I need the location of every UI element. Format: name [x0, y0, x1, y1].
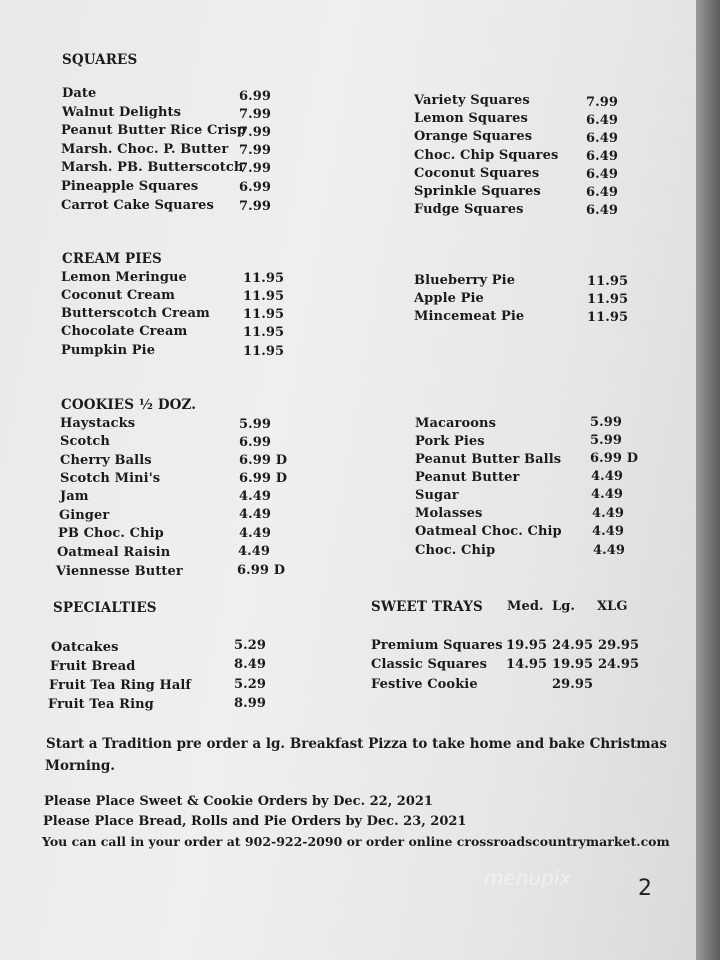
watermark: menupix	[484, 866, 572, 890]
menu-item-name: Choc. Chip	[415, 543, 496, 558]
menu-item-price: 4.49	[592, 506, 625, 521]
menu-item-name: Fruit Tea Ring	[48, 697, 154, 712]
menu-item-price: 6.99 D	[237, 563, 286, 578]
menu-item-name: Oatmeal Raisin	[57, 545, 171, 560]
menu-item-price: 7.99	[239, 107, 272, 122]
menu-item-price: 11.95	[243, 344, 285, 359]
menu-item-price: 4.49	[239, 526, 272, 541]
tray-price: 24.95	[552, 638, 594, 653]
menu-item-price: 4.49	[593, 543, 626, 558]
menu-item-price: 6.99 D	[239, 453, 288, 468]
column-header: Med.	[507, 599, 544, 614]
menu-item-price: 5.29	[234, 638, 267, 653]
menu-item-price: 11.95	[243, 271, 285, 286]
cookies-heading: COOKIES ½ DOZ.	[61, 397, 197, 413]
menu-item-name: Peanut Butter	[415, 470, 520, 485]
menu-item-price: 6.49	[586, 149, 619, 164]
page-number: 2	[638, 876, 652, 901]
sweet-order-deadline: Please Place Sweet & Cookie Orders by Dec. 22, 2021	[44, 794, 433, 809]
menu-item-price: 4.49	[591, 469, 624, 484]
menu-item-name: Chocolate Cream	[61, 324, 188, 339]
menu-item-name: Coconut Squares	[414, 166, 540, 181]
menu-item-name: Peanut Butter Balls	[415, 452, 562, 467]
menu-item-price: 7.99	[586, 95, 619, 110]
menu-item-name: Haystacks	[60, 416, 136, 431]
menu-item-price: 6.99 D	[590, 451, 639, 466]
menu-item-name: Oatcakes	[51, 640, 119, 655]
breakfast-pizza-note-line1: Start a Tradition pre order a lg. Breakfast Pizza to take home and bake Christmas	[46, 736, 667, 752]
menu-item-price: 4.49	[239, 507, 272, 522]
menu-item-price: 7.99	[239, 143, 272, 158]
sweet-trays-heading: SWEET TRAYS	[371, 599, 483, 615]
menu-item-name: Peanut Butter Rice Crisp	[61, 123, 247, 138]
column-header: Lg.	[552, 599, 576, 614]
menu-item-name: Pork Pies	[415, 434, 485, 449]
menu-item-name: Fudge Squares	[414, 202, 524, 217]
menu-item-price: 4.49	[591, 487, 624, 502]
menu-item-price: 7.99	[239, 161, 272, 176]
menu-item-name: Orange Squares	[414, 129, 533, 144]
menu-item-price: 5.99	[239, 417, 272, 432]
menu-item-price: 5.99	[590, 433, 623, 448]
bread-order-deadline: Please Place Bread, Rolls and Pie Orders by Dec. 23, 2021	[43, 814, 467, 829]
menu-item-name: Marsh. PB. Butterscotch	[61, 160, 244, 175]
cream-pies-heading: CREAM PIES	[62, 251, 162, 267]
menu-item-price: 6.99	[239, 89, 272, 104]
menu-item-price: 11.95	[587, 274, 629, 289]
menu-item-price: 6.49	[586, 113, 619, 128]
menu-item-price: 8.99	[234, 696, 267, 711]
menu-item-name: Lemon Meringue	[61, 270, 187, 285]
tray-name: Festive Cookie	[371, 677, 478, 692]
menu-item-price: 8.49	[234, 657, 267, 672]
menu-item-name: Lemon Squares	[414, 111, 528, 126]
tray-price: 19.95	[506, 638, 548, 653]
menu-item-name: Viennesse Butter	[56, 564, 183, 579]
menu-item-name: Butterscotch Cream	[61, 306, 210, 321]
menu-item-name: Carrot Cake Squares	[61, 198, 214, 213]
menu-item-name: Molasses	[415, 506, 483, 521]
menu-item-name: Choc. Chip Squares	[414, 148, 559, 163]
menu-item-price: 11.95	[243, 325, 285, 340]
menu-item-price: 7.99	[239, 199, 272, 214]
menu-item-name: Mincemeat Pie	[414, 309, 525, 324]
squares-heading: SQUARES	[62, 52, 138, 68]
menu-item-price: 6.49	[586, 203, 619, 218]
menu-item-name: Blueberry Pie	[414, 273, 516, 288]
tray-price: 29.95	[552, 677, 594, 692]
menu-item-name: Scotch	[60, 434, 110, 449]
menu-item-name: Macaroons	[415, 416, 497, 431]
menu-item-name: Oatmeal Choc. Chip	[415, 524, 562, 539]
menu-item-price: 6.49	[586, 185, 619, 200]
menu-item-name: Pumpkin Pie	[61, 343, 156, 358]
menu-item-name: Jam	[60, 489, 89, 504]
menu-item-price: 6.99	[239, 180, 272, 195]
menu-item-price: 11.95	[243, 289, 285, 304]
menu-item-name: Apple Pie	[414, 291, 484, 306]
specialties-heading: SPECIALTIES	[53, 600, 157, 616]
menu-item-price: 4.49	[592, 524, 625, 539]
menu-item-price: 11.95	[587, 292, 629, 307]
menu-item-price: 5.29	[234, 677, 267, 692]
menu-item-price: 6.49	[586, 131, 619, 146]
menu-item-price: 6.49	[586, 167, 619, 182]
menu-item-price: 7.99	[239, 125, 272, 140]
order-contact-line: You can call in your order at 902-922-2090 or order online crossroadscountrymarket.com	[42, 834, 670, 849]
menu-item-price: 4.49	[238, 544, 271, 559]
menu-item-name: Fruit Bread	[50, 659, 136, 674]
menu-item-name: Sugar	[415, 488, 459, 503]
menu-item-name: PB Choc. Chip	[58, 526, 164, 541]
menu-item-name: Variety Squares	[414, 93, 530, 108]
menu-item-price: 6.99	[239, 435, 272, 450]
menu-item-name: Sprinkle Squares	[414, 184, 541, 199]
tray-price: 29.95	[598, 638, 640, 653]
tray-price: 19.95	[552, 657, 594, 672]
column-header: XLG	[597, 599, 628, 614]
menu-item-name: Scotch Mini's	[60, 471, 161, 486]
menu-item-price: 6.99 D	[239, 471, 288, 486]
menu-item-name: Walnut Delights	[62, 105, 182, 120]
menu-item-name: Marsh. Choc. P. Butter	[61, 142, 229, 157]
menu-item-price: 11.95	[243, 307, 285, 322]
breakfast-pizza-note-line2: Morning.	[45, 758, 115, 774]
menu-item-name: Coconut Cream	[61, 288, 175, 303]
tray-name: Classic Squares	[371, 657, 488, 672]
menu-item-price: 11.95	[587, 310, 629, 325]
menu-item-name: Pineapple Squares	[61, 179, 199, 194]
menu-item-price: 5.99	[590, 415, 623, 430]
menu-item-name: Date	[62, 86, 97, 101]
dark-page-edge	[696, 0, 720, 960]
menu-item-name: Cherry Balls	[60, 453, 152, 468]
tray-name: Premium Squares	[371, 638, 503, 653]
tray-price: 24.95	[598, 657, 640, 672]
tray-price: 14.95	[506, 657, 548, 672]
menu-item-name: Fruit Tea Ring Half	[49, 678, 192, 693]
menu-item-name: Ginger	[59, 508, 110, 523]
menu-item-price: 4.49	[239, 489, 272, 504]
